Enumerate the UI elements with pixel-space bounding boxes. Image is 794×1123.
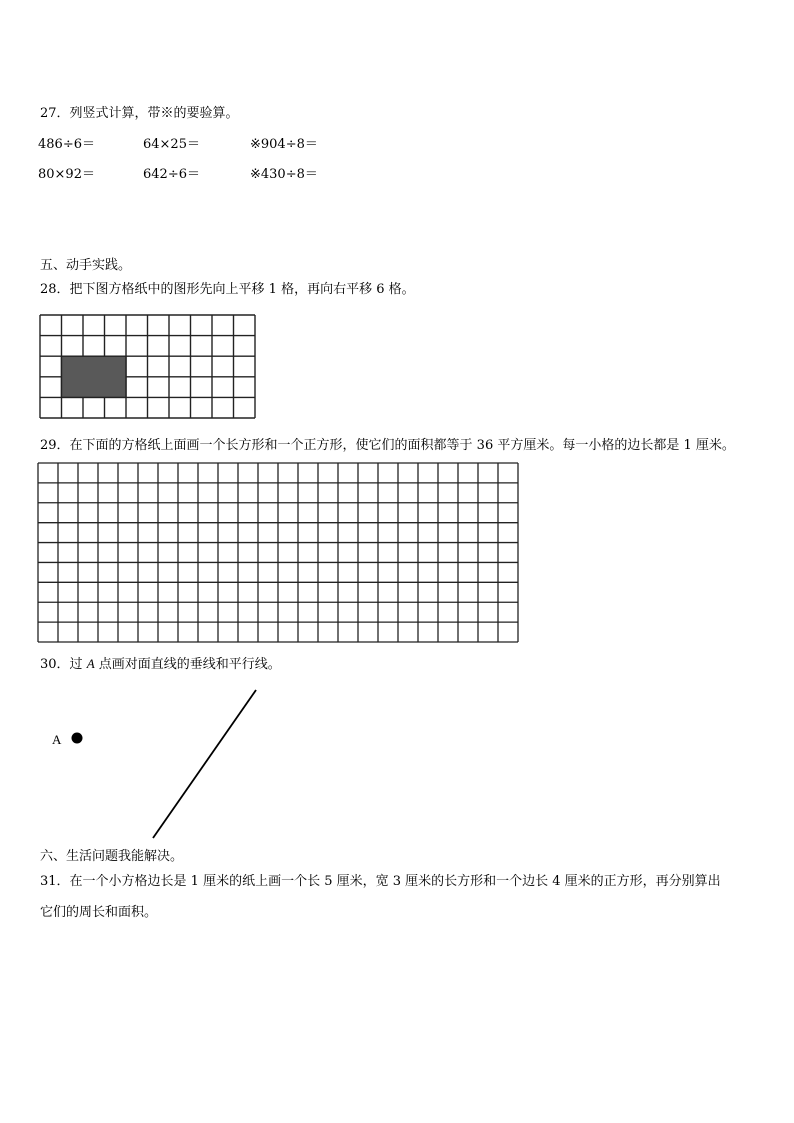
q30-title-point: A — [86, 656, 95, 671]
q31-line-2: 它们的周长和面积。 — [40, 905, 158, 920]
point-a-dot — [72, 733, 83, 744]
q30-point-label: A — [52, 732, 62, 747]
q29-title: 29．在下面的方格纸上面画一个长方形和一个正方形，使它们的面积都等于 36 平方厘米。每一小格的边长都是 1 厘米。 — [40, 438, 735, 453]
q27-calc-5: 642÷6＝ — [143, 167, 200, 182]
q27-title: 27．列竖式计算，带※的要验算。 — [40, 106, 239, 121]
q27-calc-1: 486÷6＝ — [38, 137, 95, 152]
section-6-heading: 六、生活问题我能解决。 — [40, 849, 184, 864]
q27-calc-3: ※904÷8＝ — [250, 137, 318, 152]
q30-title-suffix: 点画对面直线的垂线和平行线。 — [94, 657, 281, 672]
q27-calc-2: 64×25＝ — [143, 137, 200, 152]
section-5-heading: 五、动手实践。 — [40, 258, 132, 273]
q27-calc-6: ※430÷8＝ — [250, 167, 318, 182]
q30-title-prefix: 30．过 — [40, 657, 87, 672]
q28-title: 28．把下图方格纸中的图形先向上平移 1 格，再向右平移 6 格。 — [40, 282, 415, 297]
q31-line-1: 31．在一个小方格边长是 1 厘米的纸上画一个长 5 厘米，宽 3 厘米的长方形和一个边长 4 厘米的正方形，再分别算出 — [40, 874, 721, 889]
q27-calc-4: 80×92＝ — [38, 167, 95, 182]
oblique-line — [153, 690, 256, 838]
